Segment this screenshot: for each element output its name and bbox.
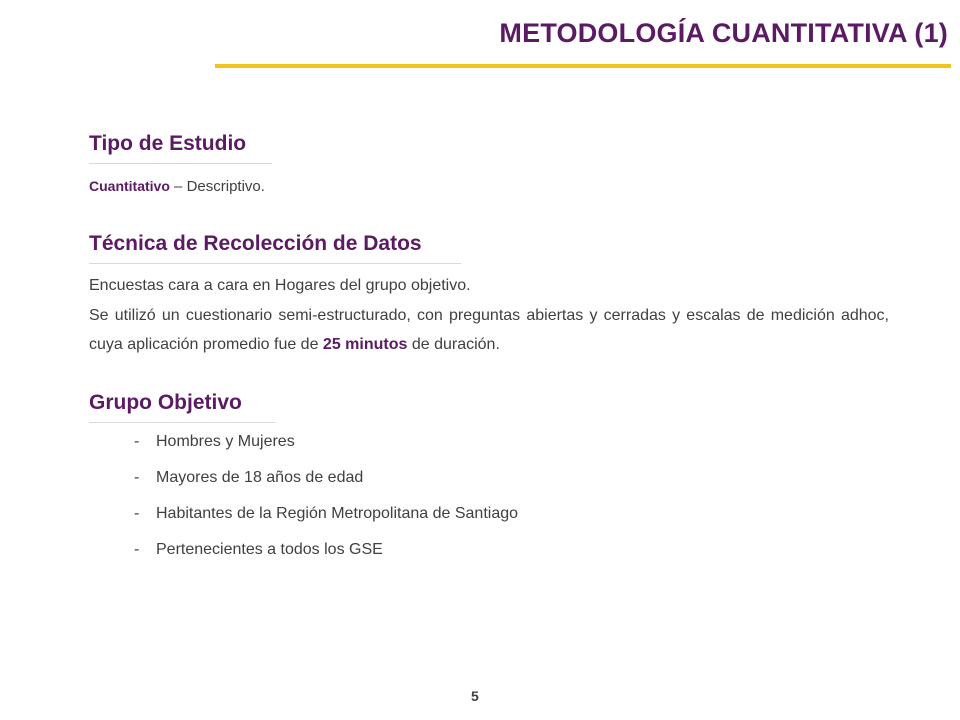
tecnica-duration-highlight: 25 minutos [322,336,408,353]
page-number: 5 [471,688,479,704]
grupo-objetivo-list [134,433,518,577]
heading-divider [89,422,275,423]
bullet-dash: - [134,541,140,558]
list-item-text: Hombres y Mujeres [156,433,295,450]
heading-divider [89,163,272,164]
list-item [134,433,518,469]
list-item-text: Pertenecientes a todos los GSE [156,541,383,558]
bullet-dash: - [134,505,140,522]
tipo-estudio-value [89,178,265,195]
list-item-text: Mayores de 18 años de edad [156,469,364,486]
list-item [134,541,518,577]
list-item-text: Habitantes de la Región Metropolitana de Santiago [156,505,519,522]
list-item [134,505,518,541]
heading-divider [89,263,461,264]
title-underline [215,64,951,68]
list-item [134,469,518,505]
tipo-estudio-rest: – Descriptivo. [169,178,265,195]
tecnica-line: Encuestas cara a cara en Hogares del grupo objetivo. [89,277,471,294]
heading-tipo-estudio: Tipo de Estudio [89,132,247,155]
heading-grupo-objetivo: Grupo Objetivo [89,391,242,414]
heading-tecnica: Técnica de Recolección de Datos [89,232,422,255]
tecnica-paragraph-end: de duración. [407,336,500,353]
bullet-dash: - [134,433,140,450]
tipo-estudio-highlight: Cuantitativo [89,178,170,194]
slide-title: METODOLOGÍA CUANTITATIVA (1) [499,18,948,48]
tecnica-paragraph-text: Se utilizó un cuestionario semi-estructurado, con preguntas abiertas y cerradas y escalas de medición adhoc, cuya aplicación promedio fue de [89,307,889,353]
tecnica-paragraph [89,301,889,359]
bullet-dash: - [134,469,140,486]
